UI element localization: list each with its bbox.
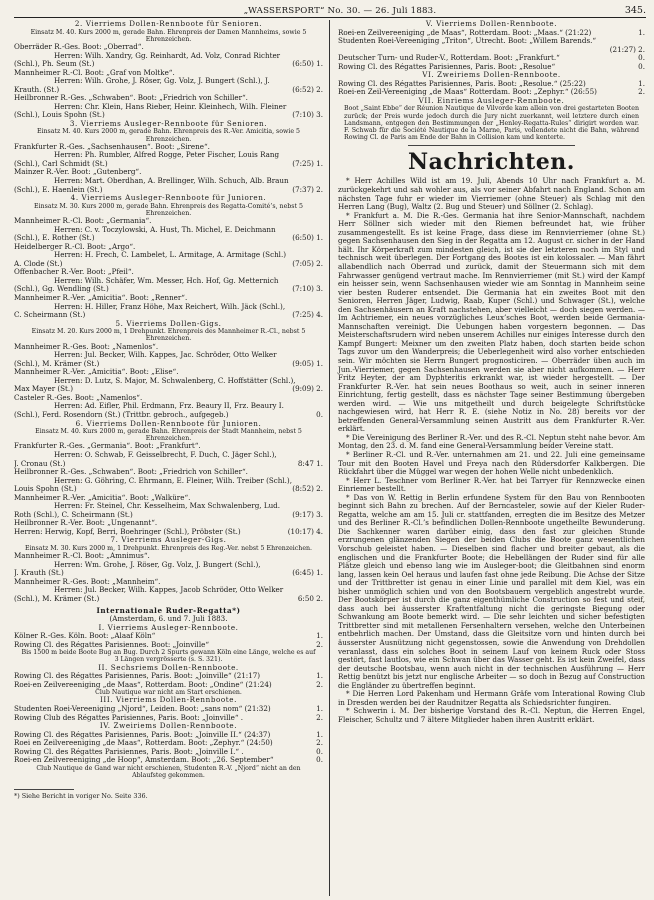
result-entry: Roei-en Zeil-Vereeniging „de Maas“ Rotterdam. Boot: „Zephyr.“ (26:55): [338, 88, 597, 97]
result-time-place: 1.: [316, 704, 323, 714]
crew-line: Herren: Wilh. Grohe, J. Röser, Gg. Volz, J. Bungert (Schl.), J.: [54, 76, 270, 86]
result-line: [14, 632, 323, 641]
crew-line: Herren: Fr. Steinel, Chr. Kesselheim, Max Schwalenberg, Lud.: [54, 501, 281, 511]
result-time-place: 1.: [638, 27, 645, 37]
race-heading: VI. Zweiriems Dollen-Rennboote.: [422, 70, 561, 80]
result-time-place: 2.: [638, 87, 645, 97]
result-time-place: 0.: [638, 53, 645, 63]
page-number: 345.: [624, 5, 646, 16]
crew-line: Herren: H. Frech, C. Lambelet, L. Armitage, A. Armitage (Schl.): [54, 250, 287, 260]
result-line: [14, 641, 323, 650]
result-time-place: (10:17) 4.: [287, 526, 323, 536]
race-conditions-note: Einsatz M. 30. Kurs 2000 m, gerade Bahn. Ehrenpreis des Regatta-Comité’s, nebst 5 Ehrenzeichen.: [34, 202, 303, 217]
result-time-place: (7:05) 2.: [292, 258, 323, 268]
result-time-place: (6:52) 2.: [292, 84, 323, 94]
right-column: [332, 20, 645, 896]
crew-line: Herren: Ad. Eifler, Phil. Erdmann, Frz. Beaury II, Frz. Beaury I.: [54, 401, 284, 411]
result-line: [338, 37, 645, 46]
race-heading: 6. Vierriems Dollen-Rennboote für Junioren.: [75, 418, 262, 428]
result-entry: (Schl.), E. Haenlein (St.): [14, 185, 103, 194]
result-entry: J. Krauth (St.): [14, 569, 64, 578]
result-time-place: (7:25) 4.: [292, 310, 323, 320]
result-entry: Rowing Cl. des Régattes Parisiennes, Paris. Boot: „Joinville I.“ .: [14, 747, 244, 756]
news-heading: Nachrichten.: [408, 149, 575, 176]
result-entry: Kölner R.-Ges. Köln. Boot: „Alaaf Köln“: [14, 632, 156, 641]
result-time-place: (7:25) 1.: [292, 158, 323, 168]
result-time-place: (21:27) 2.: [609, 44, 645, 54]
club-boat-line: Mannheimer R.-Ges. Boot: „Namenlos“.: [14, 341, 159, 351]
news-item: * Frankfurt a. M. Die R.-Ges. Germania hat ihre Senior-Mannschaft, nachdem Herr Söllner sich wieder mit den Riemen befreundet hat, wie früher zusammengestellt. Es ist keine Frage, dass diese im Rennvierriemer (ohne St.) gegen Sachsenhausen den Sieg in der Regatta am 12. August cr. sicher in der Hand hält. Ihr Körperkraft zum mindesten gleich, ist sie der letzteren noch im Styl und technisch weit überlegen. Der Fortgang des Bootes ist ein kolossaler. — Man fährt allabendlich nach Oberrad und zurück, damit der Steuermann sich mit dem Fahrwasser genügend vertraut mache. Im Rennvierriemer (mit St.) wird der Kampf ein heisser sein, wenn Sachsenhausen wieder wie am Sonntag in Mannheim seine vier besten Ruderer entsendet. Die Germania hat ein zweites Boot mit den Senioren, Herren Jäger, Ludwig, Raab, Kuper (Schl.) und Schwager (St.), welche den Sachsenhäusern an Kraft nachstehen, aber vielleicht — doch siegen werden. — Im Achtriemer, ein neues vorzügliches Leux’sches Boot, werden beide Germania-Mannschaften vereinigt. Die Uebungen haben vorgestern begonnen. — Das Meisterschaftsrudern wird neben unserem Achilles nur einiges Interesse durch den Kampf Bungert: Meixner um den zweiten Platz haben, doch starten beide schon Tags zuvor um den Wanderpreis; die Ueberlegenheit wird also vorher entschieden sein. Wir möchten sie Herrn Bungert prognosticiren. — Oberräder üben auch im Jun.-Vierriemer, gegen Sachsenhausen werden sie aber nicht aufkommen. — Herr Fritz Heyter, der am Dyphteritis erkrankt war, ist wieder hergestellt. — Der Frankfurter R.-Ver. hat sein neues Boothaus so weit, auch in seiner inneren Einrichtung, fertig gestellt, dass es nächster Tage seiner Bestimmung übergeben werden wird. — Wie uns mitgetheilt und durch beigelegte Schriftstücke nachgewiesen wird, hat Herr R. E. (siehe Notiz in No. 28) bereits vor der betreffenden General-Versammlung seinen Austritt aus dem Frankfurter R.-Ver. erklärt.: [338, 210, 645, 434]
footnote: *) Siehe Bericht in voriger No. Seite 336.: [14, 792, 148, 801]
result-time-place: 0.: [316, 755, 323, 765]
result-line: [14, 681, 323, 690]
race-heading: 4. Vierriems Ausleger-Rennboote für Junioren.: [70, 193, 267, 203]
result-time-place: 1.: [316, 671, 323, 681]
crew-line: Herren: Jul. Becker, Wilh. Kappes, Jac. Schröder, Otto Welker: [54, 350, 277, 360]
crew-line: Herren: Wm. Grohe, J. Röser, Gg. Volz, J. Bungert (Schl.),: [54, 559, 261, 569]
club-boat-line: Frankfurter R.-Ges. „Sachsenhausen“. Boot: „Sirene“.: [14, 141, 210, 151]
club-boat-line: Heilbronner R.-Ges. „Schwaben“. Boot: „Friedrich von Schiller“.: [14, 93, 248, 103]
result-entry: Rowing Cl. des Régattes Parisiennes. Boot: „Joinville“: [14, 640, 209, 649]
result-time-place: 2.: [316, 712, 323, 722]
column-rule: [329, 20, 330, 896]
result-line: [338, 80, 645, 89]
result-entry: [338, 46, 606, 55]
race-heading: II. Sechsriems Dollen-Rennboote.: [98, 662, 239, 672]
race-conditions-note: Einsatz M. 40. Kurs 2000 m, gerade Bahn. Ehrenpreis der Damen Mannheims, sowie 5 Ehrenzeichen.: [30, 28, 307, 43]
club-boat-line: Mannheimer R.-Cl. Boot: „Germania“.: [14, 216, 152, 226]
result-line: [14, 748, 323, 757]
result-entry: Rowing Cl. des Régattes Parisiennes, Paris. Boot: „Resolue.“ (25:22): [338, 79, 586, 88]
result-entry: C. Scheirmann (St.): [14, 311, 86, 320]
club-boat-line: Heidelberger R.-Cl. Boot: „Argo“.: [14, 241, 136, 251]
result-time-place: (6:45) 1.: [292, 568, 323, 578]
result-line: [338, 29, 645, 38]
club-boat-line: Heilbronner R.-Ver. Boot: „Ungenannt“.: [14, 518, 158, 528]
result-time-place: (7:37) 2.: [292, 184, 323, 194]
result-time-place: 6:50 2.: [297, 593, 323, 603]
result-time-place: 0.: [316, 746, 323, 756]
result-line: [14, 731, 323, 740]
result-entry: (Schl.), Gg. Wendling (St.): [14, 285, 109, 294]
crew-line: Herren: H. Hiller, Franz Höhe, Max Reichert, Wilh. Jäck (Schl.),: [54, 301, 286, 311]
running-header: [14, 4, 646, 18]
regatta-subheading: (Amsterdam, 6. und 7. Juli 1883.: [109, 614, 228, 624]
two-column-body: [14, 20, 646, 896]
result-time-place: 2.: [316, 738, 323, 748]
crew-line: Herren: Mart. Oberdhan, A. Brellinger, Wilh. Schuch, Alb. Braun: [54, 176, 289, 186]
result-entry: Roei en Zeilvereeniging „de Maas“, Rotterdam. Boot: „Zephyr.“ (24:50): [14, 739, 273, 748]
result-entry: Rowing Cl. des Régattes Parisiennes, Paris. Boot: „Joinville“ (21:17): [14, 672, 261, 681]
result-time-place: (6:50) 1.: [292, 59, 323, 69]
left-column: [14, 20, 327, 896]
result-entry: (Schl.), Ferd. Rosendorn (St.) (Trittbr. gebroch., aufgegeb.): [14, 410, 229, 419]
result-time-place: 0.: [638, 61, 645, 71]
crew-line: Herren: Wilh. Xandry, Gg. Reinhardt, Ad. Volz, Conrad Richter: [54, 50, 281, 60]
club-boat-line: Frankfurter R.-Ges. „Germania“. Boot: „Frankfurt“.: [14, 441, 201, 451]
result-line: [14, 756, 323, 765]
single-scull-note: Boot „Saint Ebbe“ der Réunion Nautique de Vilvorde kam allein von drei gestarteten Booten zurück; der Preis wurde jedoch durch die Jury nicht zuerkannt, weil letztere durch einen Landsmann, entgegen den Bestimmungen der „Henley-Regatta-Rules“ dirigirt worden war. F. Schwab für die Société Nautique de la Marne, Paris, vollendete nicht die Bahn, während Rowing Cl. de Paris am Ende der Bahn in Collision kam und kenterte.: [344, 105, 639, 142]
crew-line: Herren: O. Schwab, F. Geisselbrecht, F. Duch, C. Jäger Schl.),: [54, 450, 277, 459]
result-entry: (Schl.), M. Krämer (St.): [14, 594, 100, 603]
race-conditions-note: Einsatz M. 40. Kurs 2000 m, gerade Bahn. Ehrenpreis der Stadt Mannheim, nebst 5 Ehrenzeichen.: [35, 428, 302, 443]
result-entry: (Schl.), E. Rother (St.): [14, 234, 95, 243]
club-boat-line: Offenbacher R.-Ver. Boot: „Pfeil“.: [14, 267, 134, 277]
result-entry: (Schl.), M. Krämer (St.): [14, 359, 100, 368]
result-entry: Roei-en Zeilvereeniging „de Maas“, Rotterdam. Boot: „Ondine“ (21:24): [14, 680, 272, 689]
race-heading: 3. Vierriems Ausleger-Rennboote für Senioren.: [69, 118, 268, 128]
club-boat-line: Mannheimer R.-Ver. „Amicitia“. Boot: „Walküre“.: [14, 492, 191, 502]
crew-line: Herren: C. v. Toczylowski, A. Hust, Th. Michel, E. Deichmann: [54, 224, 276, 234]
result-time-place: 1.: [316, 729, 323, 739]
club-boat-line: Mannheimer R.-Ver. „Amicitia“. Boot: „Elise“.: [14, 367, 179, 377]
result-entry: Rowing Club des Régattes Parisiennes, Paris. Boot: „Joinville“ .: [14, 713, 244, 722]
club-boat-line: Mannheimer R.-Ges. Boot: „Mannheim“.: [14, 576, 161, 586]
crew-line: Herren: Ph. Rumbler, Alfred Rogge, Peter Fischer, Louis Rang: [54, 150, 280, 160]
result-time-place: 0.: [316, 409, 323, 419]
result-entry: (Schl.), Louis Spohn (St.): [14, 111, 105, 120]
result-line: [338, 46, 645, 55]
news-item: * Schwerin i. M. Der bisherige Vorstand des R.-Cl. Neptun, die Herren Engel, Fleischer, Schultz und 7 ältere Mitglieder haben ihren Austritt erklärt.: [338, 706, 645, 724]
section-rule: [408, 145, 575, 146]
result-line: [14, 705, 323, 714]
race-conditions-note: Einsatz M. 30. Kurs 2000 m, 1 Drehpunkt. Ehrenpreis des Reg.-Ver. nebst 5 Ehrenzeichen.: [24, 545, 313, 553]
result-entry: Louis Spohn (St.): [14, 485, 77, 494]
crew-line: Herren: D. Lutz, S. Major, M. Schwalenberg, C. Hoffstätter (Schl.),: [54, 375, 296, 385]
crew-line: Herren: Chr. Klein, Hans Rieber, Heinr. Kleinhech, Wilh. Fleiner: [54, 101, 287, 111]
result-entry: (Schl.), Ph. Seum (St.): [14, 60, 95, 69]
result-line: [14, 739, 323, 748]
race-heading: IV. Zweiriems Dollen-Rennboote.: [99, 721, 238, 731]
race-conditions-note: Einsatz M. 20. Kurs 2000 m, 1 Drehpunkt. Ehrenpreis des Mannheimer R.-Cl., nebst 5 Ehrenzeichen.: [31, 328, 306, 343]
news-item: * Die Herren Lord Pakenham und Hermann Gräfe vom Interational Rowing Club in Dresden werden bei der Raudnitzer Regatta als Schiedsrichter fungiren.: [338, 689, 645, 707]
result-entry: Rowing Cl. des Régattes Parisiennes, Paris. Boot: „Joinville II.“ (24:37): [14, 730, 271, 739]
result-entry: Studenten Roei-Vereeniging „Triton“, Utrecht. Boot: „Willem Barends.“: [338, 37, 597, 46]
result-entry: Deutscher Turn- und Ruder-V., Rotterdam. Boot: „Frankfurt.“: [338, 54, 560, 63]
result-time-place: (9:17) 3.: [292, 509, 323, 519]
news-item: * Berliner R.-Cl. und R.-Ver. unternahmen am 21. und 22. Juli eine gemeinsame Tour mit den Booten Havel und Freya nach den Rüdersdorfer Kalkbergen. Die Rückfahrt über die Müggel war wegen der hohen Welle nicht unbedenklich.: [338, 449, 645, 477]
crew-line: Herren: Jul. Becker, Wilh. Kappes, Jacob Schröder, Otto Welker: [54, 585, 284, 595]
running-title: „WASSERSPORT“ No. 30. — 26. Juli 1883.: [243, 5, 437, 16]
result-entry: Krauth. (St.): [14, 85, 60, 94]
result-time-place: 2.: [316, 679, 323, 689]
race-heading: III. Vierriems Dollen-Rennboote.: [100, 695, 237, 705]
result-entry: (Schl.), Carl Schmidt (St.): [14, 159, 108, 168]
race-heading: 2. Vierriems Dollen-Rennboote für Senioren.: [74, 20, 263, 28]
result-entry: Roei-en Zeilvereeniging „de Maas“, Rotterdam. Boot: „Maas.“ (21:22): [338, 28, 592, 37]
club-boat-line: Mannheimer R.-Cl. Boot: „Amnimus“.: [14, 551, 150, 561]
race-heading: VII. Einriems Ausleger-Rennboote.: [418, 95, 565, 105]
race-heading: I. Vierriems Ausleger-Rennboote.: [98, 622, 239, 632]
news-item: * Herr Achilles Wild ist am 19. Juli, Abends 10 Uhr nach Frankfurt a. M. zurückgekehrt und sah wohler aus, als vor seiner Abfahrt nach England. Schon am nächsten Tage fuhr er wieder im Vierriemer (ohne Steuer) als Schlag mit den Herren Lang (Bug), Waltz (2. Bug und Steuer) und Söllner (2. Schlag).: [338, 176, 645, 212]
news-item: * Das von W. Rettig in Berlin erfundene System für den Bau von Rennbooten beginnt sich Bahn zu brechen. Auf der Berncasteler, sowie auf der Kieler Ruder-Regatta, welche am am 15. Juli cr. stattfanden, erregten die im Besitze des Metzer und des Berliner R.-Cl.’s befindlichen Dollen-Rennboote ungetheilte Bewunderung. Die Sachkenner waren darüber einig, dass den fast zur gleichen Stunde erzrungenen glänzenden Siegen der beiden Clubs die Boote ganz wesentlichen Vorschub geleistet haben. — Dieselben sind flacher und breiter gebaut, als die englischen und die Frankfurter Boote; die Hebellängen der Ruder sind für alle Plätze gleich und ebenso lang wie im Ausleger-boot; die Gleitbahnen sind enorm lang, lassen kein Oel heraus und laufen fast ohne jede Reibung. Die Achse der Sitze und der Trittbretter ist genau in einer Linie und parallel mit dem Kiel, was ein bisher unmöglich schien und von den Bootsbauern vergeblich angestrebt wurde. Der Bootskörper ist durch die ganz eigenthümliche Construction so fest und steif, dass auch bei äusserster Kraftentfaltung nicht die geringste Biegung oder Schwankung am Boote bemerkt wird. — Die sehr leichten und sicher befestigten Trittbretter sind mit metallenen Fersenhaltern versehen, welche den Unterbeinen entbehrlich machen. Der Umstand, dass die Gleitsitze vorn und hinten durch bei äusserster Ausnützung nicht gegenstossen, sowie die Anwendung von Drehdollen veranlasst, dass ein solches Boot in seinem Lauf von keinem Ruck oder Stoss gestört, fast lautlos, wie ein Schwan über das Wasser geht. Es ist kein Zweifel, dass der deutsche Bootsbau, wenn auch nicht in der technischen Ausführung — Herr Rettig benützt bis jetzt nur englische Arbeiter — so doch in Bezug auf Construction die Engländer zu übertreffen beginnt.: [338, 492, 645, 690]
race-heading: 7. Vierriems Ausleger-Gigs.: [110, 535, 227, 545]
news-body: [338, 177, 645, 724]
club-boat-line: Oberräder R.-Ges. Boot: „Oberrad“.: [14, 41, 144, 51]
crew-line: Herren: Wilh. Schäfer, Wm. Messer, Hch. Hof, Gg. Metternich: [54, 275, 279, 285]
result-entry: Herren: Herwig, Kopf, Berri, Boehringer (Schl.), Pröbster (St.): [14, 527, 241, 536]
result-entry: Max Mayer (St.): [14, 385, 73, 394]
club-boat-line: Heilbronner R.-Ges. „Schwaben“. Boot: „Friedrich von Schiller“.: [14, 467, 248, 477]
race-conditions-note: Club Nautique war nicht am Start erschienen.: [95, 689, 242, 697]
result-line: [338, 54, 645, 63]
result-time-place: 1.: [316, 631, 323, 641]
result-time-place: 1.: [638, 78, 645, 88]
result-entry: Studenten Roei-Vereeniging „Njord“, Leiden. Boot: „sans nom“ (21:32): [14, 705, 271, 714]
crew-line: Herren: G. Göhring, C. Ehrmann, E. Fleiner, Wilh. Treiber (Schl.),: [54, 475, 292, 485]
result-line: [14, 595, 323, 604]
result-time-place: 8:47 1.: [297, 458, 323, 468]
club-boat-line: Mannheimer R.-Ver. „Amicitia“. Boot: „Renner“.: [14, 292, 188, 302]
result-entry: Roth (Schl.), C. Scheirmann (St.): [14, 510, 133, 519]
news-item: * Die Vereinigung des Berliner R.-Ver. und des R.-Cl. Neptun steht nahe bevor. Am Montag, den 23. d. M. fand eine General-Versammlung beider Vereine statt.: [338, 432, 645, 451]
result-time-place: (8:52) 2.: [292, 484, 323, 494]
footnote-rule: [14, 789, 74, 790]
race-heading: 5. Vierriems Dollen-Gigs.: [115, 318, 222, 328]
result-time-place: (9:05) 1.: [292, 358, 323, 368]
result-time-place: (7:10) 3.: [292, 110, 323, 120]
club-boat-line: Mainzer R.-Ver. Boot: „Gutenberg“.: [14, 167, 142, 177]
result-line: [14, 672, 323, 681]
result-time-place: (7:10) 3.: [292, 284, 323, 294]
result-time-place: (9:09) 2.: [292, 384, 323, 394]
result-entry: Rowing Cl. des Régattes Parisiennes, Paris. Boot: „Resolue“: [338, 62, 556, 71]
regatta-heading: Internationale Ruder-Regatta*): [96, 605, 241, 615]
race-conditions-note: Bis 1500 m beide Boote Bug an Bug. Durch 2 Spurts gewann Köln eine Länge, welche es auf 3 Längen vergrösserte (s. S. 321).: [21, 649, 316, 664]
club-boat-line: Mannheimer R.-Cl. Boot: „Graf von Moltke“.: [14, 67, 175, 77]
race-heading: V. Vierriems Dollen-Rennboote.: [425, 20, 558, 28]
club-boat-line: Casteler R.-Ges. Boot: „Namenlos“.: [14, 392, 143, 402]
result-entry: A. Clode (St.): [14, 259, 63, 268]
result-entry: J. Cronau (St.): [14, 459, 66, 468]
result-time-place: 2.: [316, 639, 323, 649]
news-item: * Herr L. Teschner vom Berliner R.-Ver. hat bei Tarryer für Rennzwecke einen Einriemer bestellt.: [338, 475, 645, 494]
race-conditions-note: Club Nautique de Gand war nicht erschienen, Studenten R.-V. „Njord“ nicht an den Ablaufsteg gekommen.: [36, 764, 301, 780]
result-entry: Roei-en Zeilvereeniging „de Hoop“, Amsterdam. Boot: „26. September“: [14, 756, 274, 765]
race-conditions-note: Einsatz M. 40. Kurs 2000 m, gerade Bahn. Ehrenpreis des R.-Ver. Amicitia, sowie 5 Ehrenzeichen.: [36, 128, 301, 143]
result-time-place: (6:50) 1.: [292, 233, 323, 243]
